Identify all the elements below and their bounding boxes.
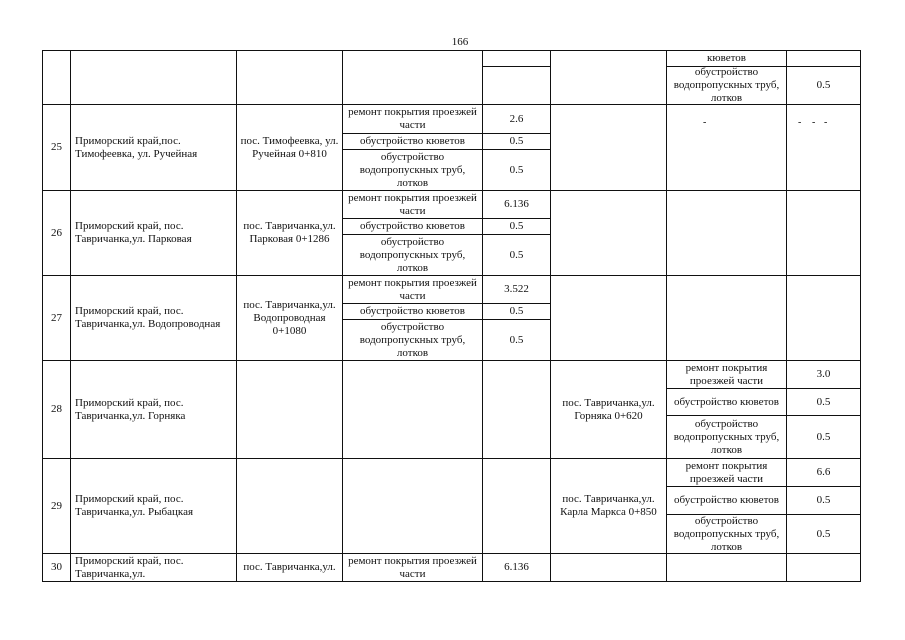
work2-name: [666, 458, 787, 487]
work2-value: [786, 360, 861, 389]
work2-name-empty: [666, 275, 787, 361]
work2-name-text: обустройство водопропускных труб, лотков: [673, 514, 780, 553]
work-value: [482, 553, 551, 582]
row-location-text: пос. Тимофеевка, ул. Ручейная 0+810: [240, 134, 339, 160]
scan-speck: -: [812, 117, 816, 128]
row-location-text: пос. Тавричанка,ул. Парковая 0+1286: [243, 220, 336, 245]
work-name: [342, 218, 483, 235]
work-value: [482, 218, 551, 235]
work-name: [342, 303, 483, 320]
work-value-text: 0.5: [509, 220, 524, 232]
work-value-text: 0.5: [509, 163, 524, 176]
work-name-text: ремонт покрытия проезжей части: [348, 554, 477, 580]
work2-value: [786, 458, 861, 487]
row-location2: [550, 275, 667, 361]
work2-value: [786, 415, 861, 459]
work-value: [482, 319, 551, 361]
cont-value2-cell-b-text: 0.5: [816, 79, 831, 91]
work-name: [342, 319, 483, 361]
work-value-text: 0.5: [509, 135, 524, 147]
work2-name: [666, 415, 787, 459]
row-address-text: Приморский край, пос. Тавричанка,ул. Горняка: [75, 396, 186, 422]
cont-location2-cell: [550, 50, 667, 105]
row-address-text: Приморский край, пос. Тавричанка,ул. Рыбацкая: [75, 493, 194, 518]
page-number: 166: [451, 36, 469, 48]
cont-num-cell: [42, 50, 71, 105]
work2-name-text: ремонт покрытия проезжей части: [685, 459, 768, 485]
row-address: [70, 190, 237, 276]
row-location2: [550, 190, 667, 276]
work2-name: [666, 360, 787, 389]
cont-work-cell: [342, 50, 483, 105]
row-address: [70, 104, 237, 191]
work-value-empty: [482, 360, 551, 459]
row-location-text: пос. Тавричанка,ул. Водопроводная 0+1080: [243, 298, 336, 337]
cont-work2-cell-a-text: кюветов: [707, 52, 746, 64]
work-value: [482, 275, 551, 304]
scan-speck: -: [798, 117, 802, 128]
row-location2-text: пос. Тавричанка,ул. Карла Маркса 0+850: [560, 493, 657, 518]
work-name: [342, 149, 483, 191]
work2-value-text: 3.0: [816, 368, 831, 380]
work2-name-empty: [666, 104, 787, 191]
row-address-text: Приморский край,пос. Тимофеевка, ул. Ручейная: [75, 134, 198, 160]
row-number: [42, 360, 71, 459]
row-location: [236, 104, 343, 191]
work-name-text: обустройство водопропускных труб, лотков: [359, 320, 466, 359]
cont-work2-cell-b-text: обустройство водопропускных труб, лотков: [673, 66, 780, 104]
work2-value-text: 0.5: [816, 494, 831, 506]
row-number-text: 26: [51, 226, 62, 239]
row-address: [70, 360, 237, 459]
work-value: [482, 133, 551, 150]
work-name: [342, 553, 483, 582]
work-value-text: 2.6: [509, 112, 524, 125]
row-number: [42, 275, 71, 361]
row-number-text: 28: [51, 403, 62, 415]
work-name-text: обустройство водопропускных труб, лотков: [359, 150, 466, 189]
scan-speck: -: [703, 117, 707, 128]
work-value: [482, 303, 551, 320]
work-name-text: ремонт покрытия проезжей части: [348, 106, 477, 131]
work-value-text: 0.5: [509, 305, 524, 317]
row-address-text: Приморский край, пос. Тавричанка,ул. Парковая: [75, 220, 192, 245]
work-value-text: 6.136: [504, 561, 529, 573]
work-name-text: обустройство кюветов: [360, 305, 465, 317]
row-number-text: 27: [51, 311, 62, 324]
work2-name-empty: [666, 190, 787, 276]
row-location2: [550, 104, 667, 191]
row-address-text: Приморский край, пос. Тавричанка,ул.: [75, 554, 184, 580]
work-value: [482, 104, 551, 134]
work-value-text: 3.522: [504, 283, 529, 295]
work2-name: [666, 486, 787, 515]
cont-value-cell-b: [482, 66, 551, 105]
work2-name-text: ремонт покрытия проезжей части: [685, 361, 768, 387]
row-address-text: Приморский край, пос. Тавричанка,ул. Водопроводная: [75, 305, 221, 330]
work-name: [342, 234, 483, 276]
row-location: [236, 275, 343, 361]
work-name-text: обустройство кюветов: [360, 220, 465, 232]
work-name-text: обустройство водопропускных труб, лотков: [359, 235, 466, 274]
work-name-text: ремонт покрытия проезжей части: [348, 276, 477, 302]
row-number-text: 25: [51, 141, 62, 153]
work2-value-empty: [786, 553, 861, 582]
row-number: [42, 104, 71, 191]
scan-speck: -: [824, 117, 828, 128]
row-number-text: 29: [51, 499, 62, 512]
row-location-text: пос. Тавричанка,ул.: [243, 561, 336, 573]
row-number: [42, 458, 71, 554]
cont-value2-cell-a: [786, 50, 861, 67]
row-number: [42, 553, 71, 582]
work-name-text: ремонт покрытия проезжей части: [348, 191, 477, 217]
work2-value-text: 0.5: [816, 430, 831, 443]
work2-value: [786, 486, 861, 515]
work2-name-text: обустройство кюветов: [674, 494, 779, 506]
work2-value-empty: [786, 190, 861, 276]
row-number: [42, 190, 71, 276]
work-value-text: 0.5: [509, 248, 524, 261]
work-value: [482, 190, 551, 219]
work2-value-text: 6.6: [816, 466, 831, 478]
cont-value2-cell-b: [786, 66, 861, 105]
row-location: [236, 360, 343, 459]
work-value-text: 0.5: [509, 333, 524, 346]
cont-address-cell: [70, 50, 237, 105]
row-location: [236, 553, 343, 582]
work-name: [342, 133, 483, 150]
row-number-text: 30: [51, 561, 62, 573]
row-address: [70, 275, 237, 361]
work2-value: [786, 388, 861, 416]
cont-location-cell: [236, 50, 343, 105]
work2-name-text: обустройство водопропускных труб, лотков: [673, 417, 780, 456]
row-location: [236, 190, 343, 276]
work-value-text: 6.136: [504, 198, 529, 210]
cont-work2-cell-a: [666, 50, 787, 67]
work-name: [342, 275, 483, 304]
row-location2: [550, 458, 667, 554]
row-address: [70, 458, 237, 554]
work2-value: [786, 514, 861, 554]
table-bottom-rule: [42, 581, 860, 582]
work2-name-empty: [666, 553, 787, 582]
work2-name-text: обустройство кюветов: [674, 395, 779, 408]
work-name: [342, 190, 483, 219]
work-name-text: обустройство кюветов: [360, 135, 465, 147]
work-name-empty: [342, 360, 483, 459]
work2-name: [666, 388, 787, 416]
work2-value-empty: [786, 275, 861, 361]
cont-work2-cell-b: [666, 66, 787, 105]
work2-name: [666, 514, 787, 554]
work-name: [342, 104, 483, 134]
work-value: [482, 234, 551, 276]
work-value: [482, 149, 551, 191]
row-location: [236, 458, 343, 554]
row-location2: [550, 360, 667, 459]
work2-value-text: 0.5: [816, 395, 831, 408]
row-address: [70, 553, 237, 582]
work-value-empty: [482, 458, 551, 554]
row-location2: [550, 553, 667, 582]
work2-value-text: 0.5: [816, 527, 831, 540]
row-location2-text: пос. Тавричанка,ул. Горняка 0+620: [562, 396, 655, 422]
cont-value-cell-a: [482, 50, 551, 67]
work-name-empty: [342, 458, 483, 554]
